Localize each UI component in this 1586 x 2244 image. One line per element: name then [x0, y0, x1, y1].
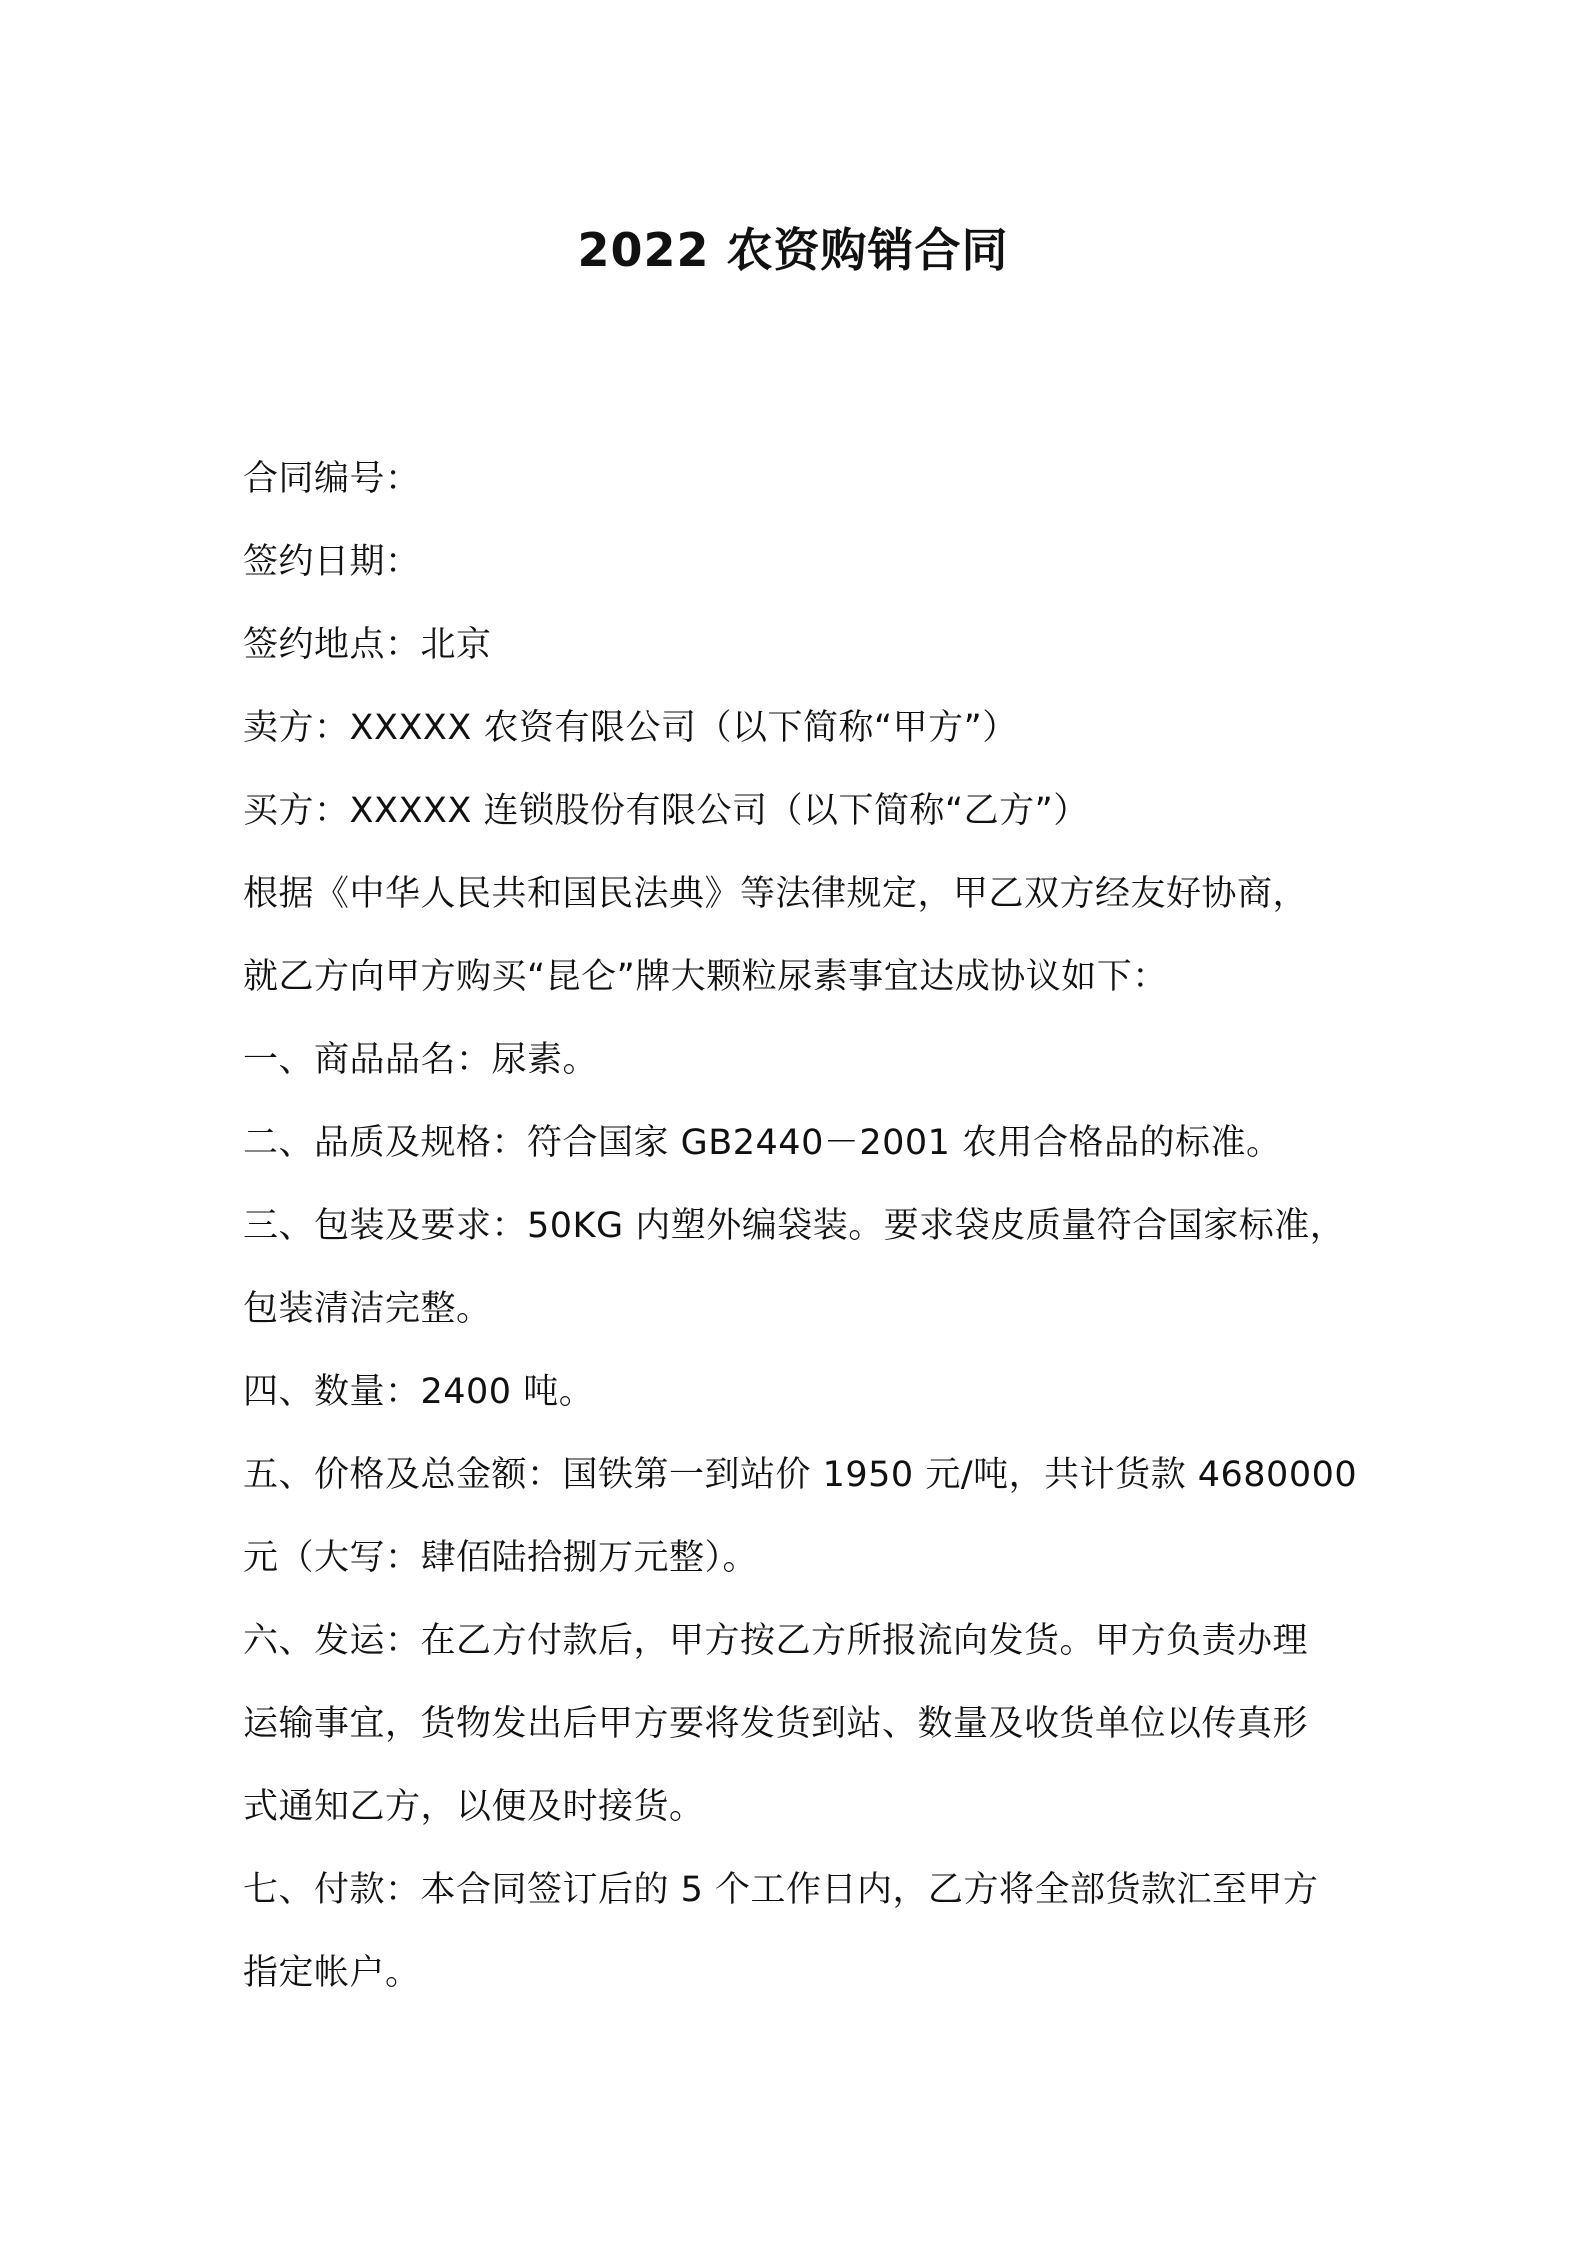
clause-3-packaging-line-1: 三、包装及要求：50KG 内塑外编袋装。要求袋皮质量符合国家标准，: [243, 1206, 1346, 1246]
contract-number-line: 合同编号：: [243, 459, 421, 499]
preamble-line-2: 就乙方向甲方购买“昆仑”牌大颗粒尿素事宜达成协议如下：: [243, 957, 1168, 997]
document-title: 2022 农资购销合同: [577, 223, 1009, 277]
signing-place-line: 签约地点：北京: [243, 625, 492, 665]
preamble-line-1: 根据《中华人民共和国民法典》等法律规定，甲乙双方经友好协商，: [243, 874, 1309, 914]
contract-body: [243, 438, 1373, 2015]
buyer-line: 买方：XXXXX 连锁股份有限公司（以下简称“乙方”）: [243, 791, 1089, 831]
seller-line: 卖方：XXXXX 农资有限公司（以下简称“甲方”）: [243, 708, 1018, 748]
clause-2-quality-spec: 二、品质及规格：符合国家 GB2440－2001 农用合格品的标准。: [243, 1123, 1282, 1163]
clause-3-packaging-line-2: 包装清洁完整。: [243, 1289, 492, 1329]
clause-5-price-line-2: 元（大写：肆佰陆拾捌万元整）。: [243, 1538, 759, 1578]
clause-7-payment-line-2: 指定帐户。: [243, 1953, 421, 1993]
clause-6-shipping-line-2: 运输事宜，货物发出后甲方要将发货到站、数量及收货单位以传真形: [243, 1704, 1309, 1744]
signing-date-line: 签约日期：: [243, 542, 421, 582]
clause-6-shipping-line-1: 六、发运：在乙方付款后，甲方按乙方所报流向发货。甲方负责办理: [243, 1621, 1309, 1661]
clause-4-quantity: 四、数量：2400 吨。: [243, 1372, 595, 1412]
clause-5-price-line-1: 五、价格及总金额：国铁第一到站价 1950 元/吨，共计货款 4680000: [243, 1455, 1358, 1495]
clause-1-product-name: 一、商品品名：尿素。: [243, 1040, 599, 1080]
clause-7-payment-line-1: 七、付款：本合同签订后的 5 个工作日内，乙方将全部货款汇至甲方: [243, 1870, 1319, 1910]
clause-6-shipping-line-3: 式通知乙方，以便及时接货。: [243, 1787, 705, 1827]
